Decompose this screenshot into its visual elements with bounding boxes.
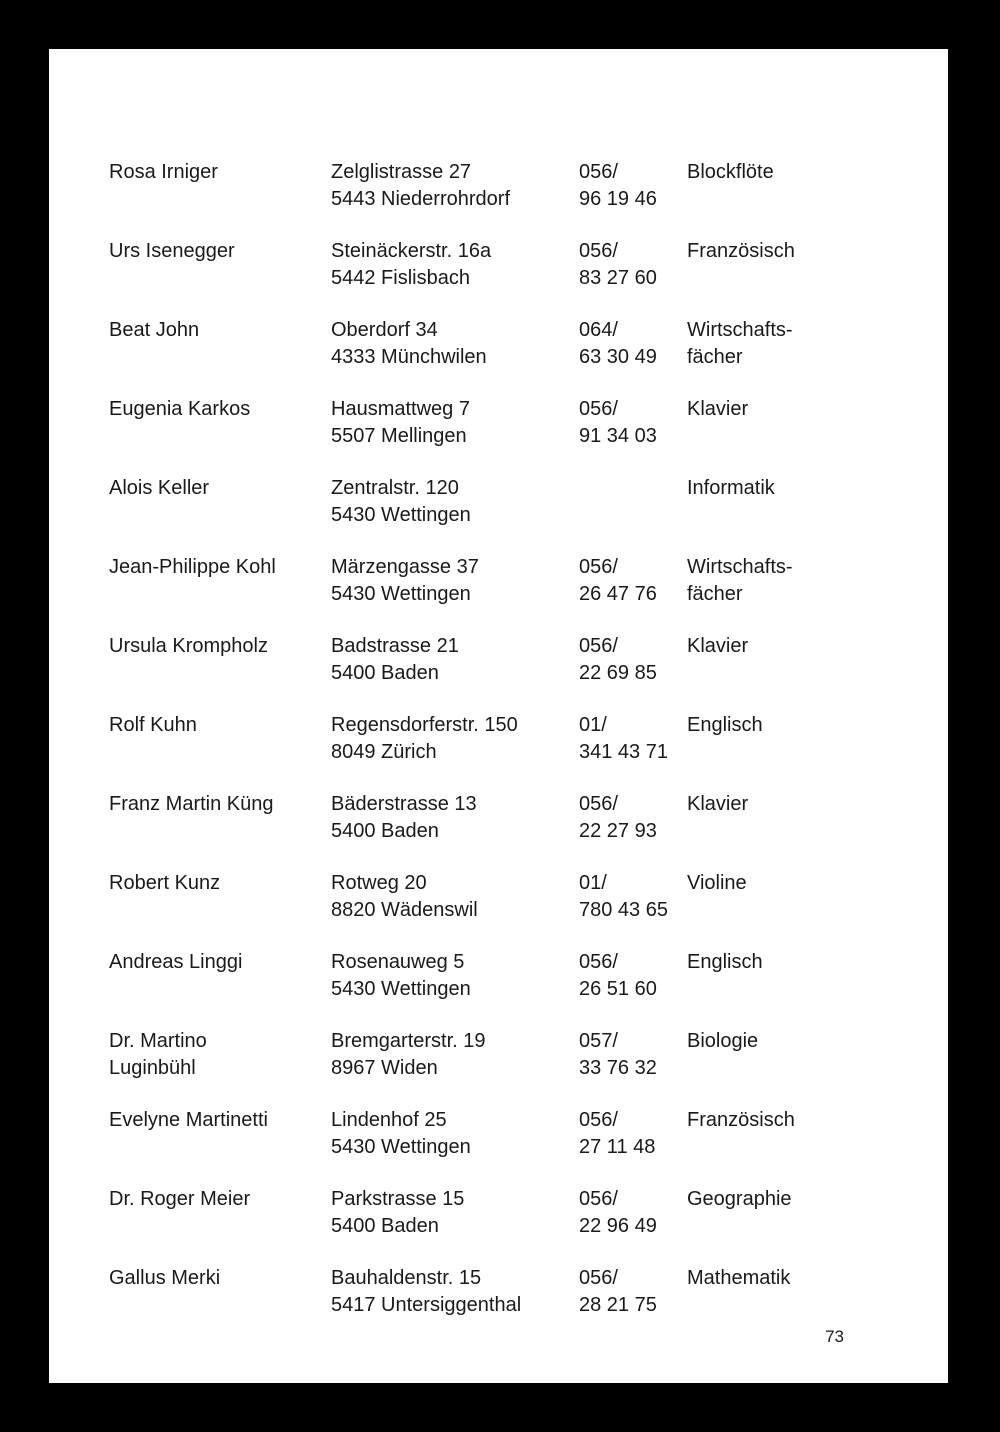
entry-address-line: Bäderstrasse 13 bbox=[331, 793, 477, 815]
directory-entry bbox=[109, 949, 889, 1028]
entry-name bbox=[109, 1028, 329, 1082]
entry-address bbox=[331, 633, 571, 687]
entry-subject-line: Wirtschafts- bbox=[687, 556, 793, 578]
entry-name bbox=[109, 870, 329, 897]
entry-phone-line: 056/ bbox=[579, 240, 618, 262]
entry-address bbox=[331, 949, 571, 1003]
entry-address-line: Hausmattweg 7 bbox=[331, 398, 470, 420]
entry-address bbox=[331, 159, 571, 213]
entry-subject-line: Französisch bbox=[687, 240, 795, 262]
entry-name-line: Dr. Martino bbox=[109, 1030, 207, 1052]
entry-phone-line: 780 43 65 bbox=[579, 899, 668, 921]
entry-address-line: Rotweg 20 bbox=[331, 872, 427, 894]
entry-phone-line: 26 51 60 bbox=[579, 978, 657, 1000]
entry-address bbox=[331, 554, 571, 608]
entry-phone bbox=[579, 633, 684, 687]
entry-name-line: Ursula Krompholz bbox=[109, 635, 268, 657]
entry-address-line: 8967 Widen bbox=[331, 1057, 438, 1079]
entry-phone bbox=[579, 712, 684, 766]
entry-name-line: Andreas Linggi bbox=[109, 951, 243, 973]
entry-subject-line: Klavier bbox=[687, 793, 749, 815]
entry-phone-line: 27 11 48 bbox=[579, 1136, 656, 1158]
entry-address-line: 5430 Wettingen bbox=[331, 583, 471, 605]
entry-address-line: Märzengasse 37 bbox=[331, 556, 479, 578]
entry-phone-line: 01/ bbox=[579, 872, 607, 894]
entry-subject-line: Englisch bbox=[687, 714, 763, 736]
document-page bbox=[49, 49, 948, 1383]
entry-name bbox=[109, 1265, 329, 1292]
entry-subject bbox=[687, 949, 847, 976]
entry-address bbox=[331, 317, 571, 371]
directory-entry bbox=[109, 791, 889, 870]
entry-name-line: Robert Kunz bbox=[109, 872, 221, 894]
directory-entry bbox=[109, 1265, 889, 1344]
entry-phone-line: 28 21 75 bbox=[579, 1294, 657, 1316]
page-number: 73 bbox=[825, 1327, 844, 1346]
entry-subject bbox=[687, 317, 847, 371]
entry-address-line: Parkstrasse 15 bbox=[331, 1188, 465, 1210]
directory-list bbox=[109, 159, 889, 1344]
entry-address-line: 8049 Zürich bbox=[331, 741, 437, 763]
entry-name-line: Luginbühl bbox=[109, 1057, 196, 1079]
entry-address bbox=[331, 1265, 571, 1319]
entry-phone-line: 22 69 85 bbox=[579, 662, 657, 684]
directory-entry bbox=[109, 554, 889, 633]
entry-address-line: 5400 Baden bbox=[331, 1215, 439, 1237]
entry-phone bbox=[579, 554, 684, 608]
entry-subject-line: Informatik bbox=[687, 477, 775, 499]
entry-address-line: Bauhaldenstr. 15 bbox=[331, 1267, 482, 1289]
entry-address-line: 4333 Münchwilen bbox=[331, 346, 487, 368]
entry-subject bbox=[687, 633, 847, 660]
entry-address-line: 5417 Untersiggenthal bbox=[331, 1294, 522, 1316]
entry-name bbox=[109, 317, 329, 344]
entry-phone bbox=[579, 870, 684, 924]
entry-address-line: Badstrasse 21 bbox=[331, 635, 459, 657]
entry-phone-line: 056/ bbox=[579, 161, 618, 183]
entry-address-line: 5400 Baden bbox=[331, 820, 439, 842]
entry-subject-line: Französisch bbox=[687, 1109, 795, 1131]
entry-address bbox=[331, 396, 571, 450]
entry-phone-line: 056/ bbox=[579, 635, 618, 657]
entry-phone-line: 22 27 93 bbox=[579, 820, 657, 842]
entry-phone bbox=[579, 949, 684, 1003]
entry-subject bbox=[687, 791, 847, 818]
entry-phone-line: 91 34 03 bbox=[579, 425, 657, 447]
directory-entry bbox=[109, 317, 889, 396]
entry-phone-line: 22 96 49 bbox=[579, 1215, 657, 1237]
entry-phone-line: 26 47 76 bbox=[579, 583, 657, 605]
entry-phone bbox=[579, 1028, 684, 1082]
entry-phone bbox=[579, 396, 684, 450]
entry-name-line: Eugenia Karkos bbox=[109, 398, 251, 420]
entry-address bbox=[331, 791, 571, 845]
entry-subject-line: Biologie bbox=[687, 1030, 759, 1052]
entry-phone-line: 63 30 49 bbox=[579, 346, 657, 368]
entry-phone bbox=[579, 1107, 684, 1161]
entry-name bbox=[109, 633, 329, 660]
entry-name-line: Franz Martin Küng bbox=[109, 793, 274, 815]
entry-name bbox=[109, 396, 329, 423]
directory-entry bbox=[109, 870, 889, 949]
entry-subject bbox=[687, 159, 847, 186]
directory-entry bbox=[109, 475, 889, 554]
entry-phone bbox=[579, 791, 684, 845]
entry-name-line: Rolf Kuhn bbox=[109, 714, 197, 736]
entry-address bbox=[331, 475, 571, 529]
entry-phone-line: 33 76 32 bbox=[579, 1057, 657, 1079]
directory-entry bbox=[109, 1186, 889, 1265]
entry-address-line: Bremgarterstr. 19 bbox=[331, 1030, 486, 1052]
entry-name bbox=[109, 791, 329, 818]
entry-address bbox=[331, 1107, 571, 1161]
entry-address-line: Oberdorf 34 bbox=[331, 319, 438, 341]
entry-subject-line: Klavier bbox=[687, 398, 749, 420]
entry-phone bbox=[579, 238, 684, 292]
entry-address-line: 5430 Wettingen bbox=[331, 978, 471, 1000]
entry-name-line: Alois Keller bbox=[109, 477, 210, 499]
directory-entry bbox=[109, 633, 889, 712]
entry-name bbox=[109, 949, 329, 976]
entry-address bbox=[331, 238, 571, 292]
entry-phone bbox=[579, 1265, 684, 1319]
entry-name bbox=[109, 1186, 329, 1213]
directory-entry bbox=[109, 1107, 889, 1186]
entry-name bbox=[109, 159, 329, 186]
entry-subject bbox=[687, 1028, 847, 1055]
entry-address-line: Zentralstr. 120 bbox=[331, 477, 459, 499]
entry-phone-line: 064/ bbox=[579, 319, 618, 341]
entry-address-line: Rosenauweg 5 bbox=[331, 951, 465, 973]
entry-subject bbox=[687, 870, 847, 897]
entry-subject bbox=[687, 554, 847, 608]
entry-subject bbox=[687, 1107, 847, 1134]
entry-subject bbox=[687, 475, 847, 502]
entry-subject-line: Geographie bbox=[687, 1188, 792, 1210]
entry-address-line: 5442 Fislisbach bbox=[331, 267, 470, 289]
entry-address bbox=[331, 712, 571, 766]
directory-entry bbox=[109, 159, 889, 238]
entry-address-line: 5507 Mellingen bbox=[331, 425, 467, 447]
entry-subject-line: Mathematik bbox=[687, 1267, 791, 1289]
entry-name bbox=[109, 238, 329, 265]
entry-subject-line: Wirtschafts- bbox=[687, 319, 793, 341]
entry-subject-line: Violine bbox=[687, 872, 747, 894]
entry-phone-line: 057/ bbox=[579, 1030, 618, 1052]
directory-entry bbox=[109, 396, 889, 475]
entry-address-line: 5430 Wettingen bbox=[331, 1136, 471, 1158]
entry-name bbox=[109, 712, 329, 739]
entry-phone-line: 341 43 71 bbox=[579, 741, 668, 763]
entry-name-line: Gallus Merki bbox=[109, 1267, 221, 1289]
entry-name-line: Dr. Roger Meier bbox=[109, 1188, 251, 1210]
entry-address bbox=[331, 870, 571, 924]
entry-address bbox=[331, 1028, 571, 1082]
entry-address-line: 8820 Wädenswil bbox=[331, 899, 478, 921]
entry-name bbox=[109, 554, 329, 581]
entry-subject bbox=[687, 238, 847, 265]
entry-phone-line: 056/ bbox=[579, 398, 618, 420]
entry-phone bbox=[579, 159, 684, 213]
entry-phone-line: 96 19 46 bbox=[579, 188, 657, 210]
entry-address-line: 5443 Niederrohrdorf bbox=[331, 188, 510, 210]
entry-subject bbox=[687, 1186, 847, 1213]
entry-subject-line: fächer bbox=[687, 346, 743, 368]
directory-entry bbox=[109, 1028, 889, 1107]
entry-phone bbox=[579, 317, 684, 371]
entry-name-line: Rosa Irniger bbox=[109, 161, 218, 183]
entry-phone-line: 01/ bbox=[579, 714, 607, 736]
entry-address-line: Regensdorferstr. 150 bbox=[331, 714, 518, 736]
entry-phone-line: 056/ bbox=[579, 1109, 618, 1131]
entry-subject-line: Blockflöte bbox=[687, 161, 774, 183]
entry-subject bbox=[687, 712, 847, 739]
entry-subject-line: fächer bbox=[687, 583, 743, 605]
entry-subject-line: Englisch bbox=[687, 951, 763, 973]
entry-address-line: 5430 Wettingen bbox=[331, 504, 471, 526]
entry-address-line: Lindenhof 25 bbox=[331, 1109, 447, 1131]
entry-subject bbox=[687, 1265, 847, 1292]
entry-name-line: Jean-Philippe Kohl bbox=[109, 556, 276, 578]
entry-phone-line: 056/ bbox=[579, 1267, 618, 1289]
entry-phone-line: 056/ bbox=[579, 951, 618, 973]
directory-entry bbox=[109, 712, 889, 791]
entry-name-line: Beat John bbox=[109, 319, 200, 341]
entry-subject-line: Klavier bbox=[687, 635, 749, 657]
entry-phone bbox=[579, 1186, 684, 1240]
entry-name-line: Evelyne Martinetti bbox=[109, 1109, 268, 1131]
entry-phone-line: 056/ bbox=[579, 793, 618, 815]
directory-entry bbox=[109, 238, 889, 317]
entry-address-line: 5400 Baden bbox=[331, 662, 439, 684]
entry-subject bbox=[687, 396, 847, 423]
entry-phone-line: 056/ bbox=[579, 1188, 618, 1210]
entry-name bbox=[109, 1107, 329, 1134]
entry-address-line: Steinäckerstr. 16a bbox=[331, 240, 492, 262]
entry-name bbox=[109, 475, 329, 502]
entry-phone-line: 83 27 60 bbox=[579, 267, 657, 289]
entry-address-line: Zelglistrasse 27 bbox=[331, 161, 472, 183]
entry-phone-line: 056/ bbox=[579, 556, 618, 578]
entry-address bbox=[331, 1186, 571, 1240]
entry-name-line: Urs Isenegger bbox=[109, 240, 235, 262]
